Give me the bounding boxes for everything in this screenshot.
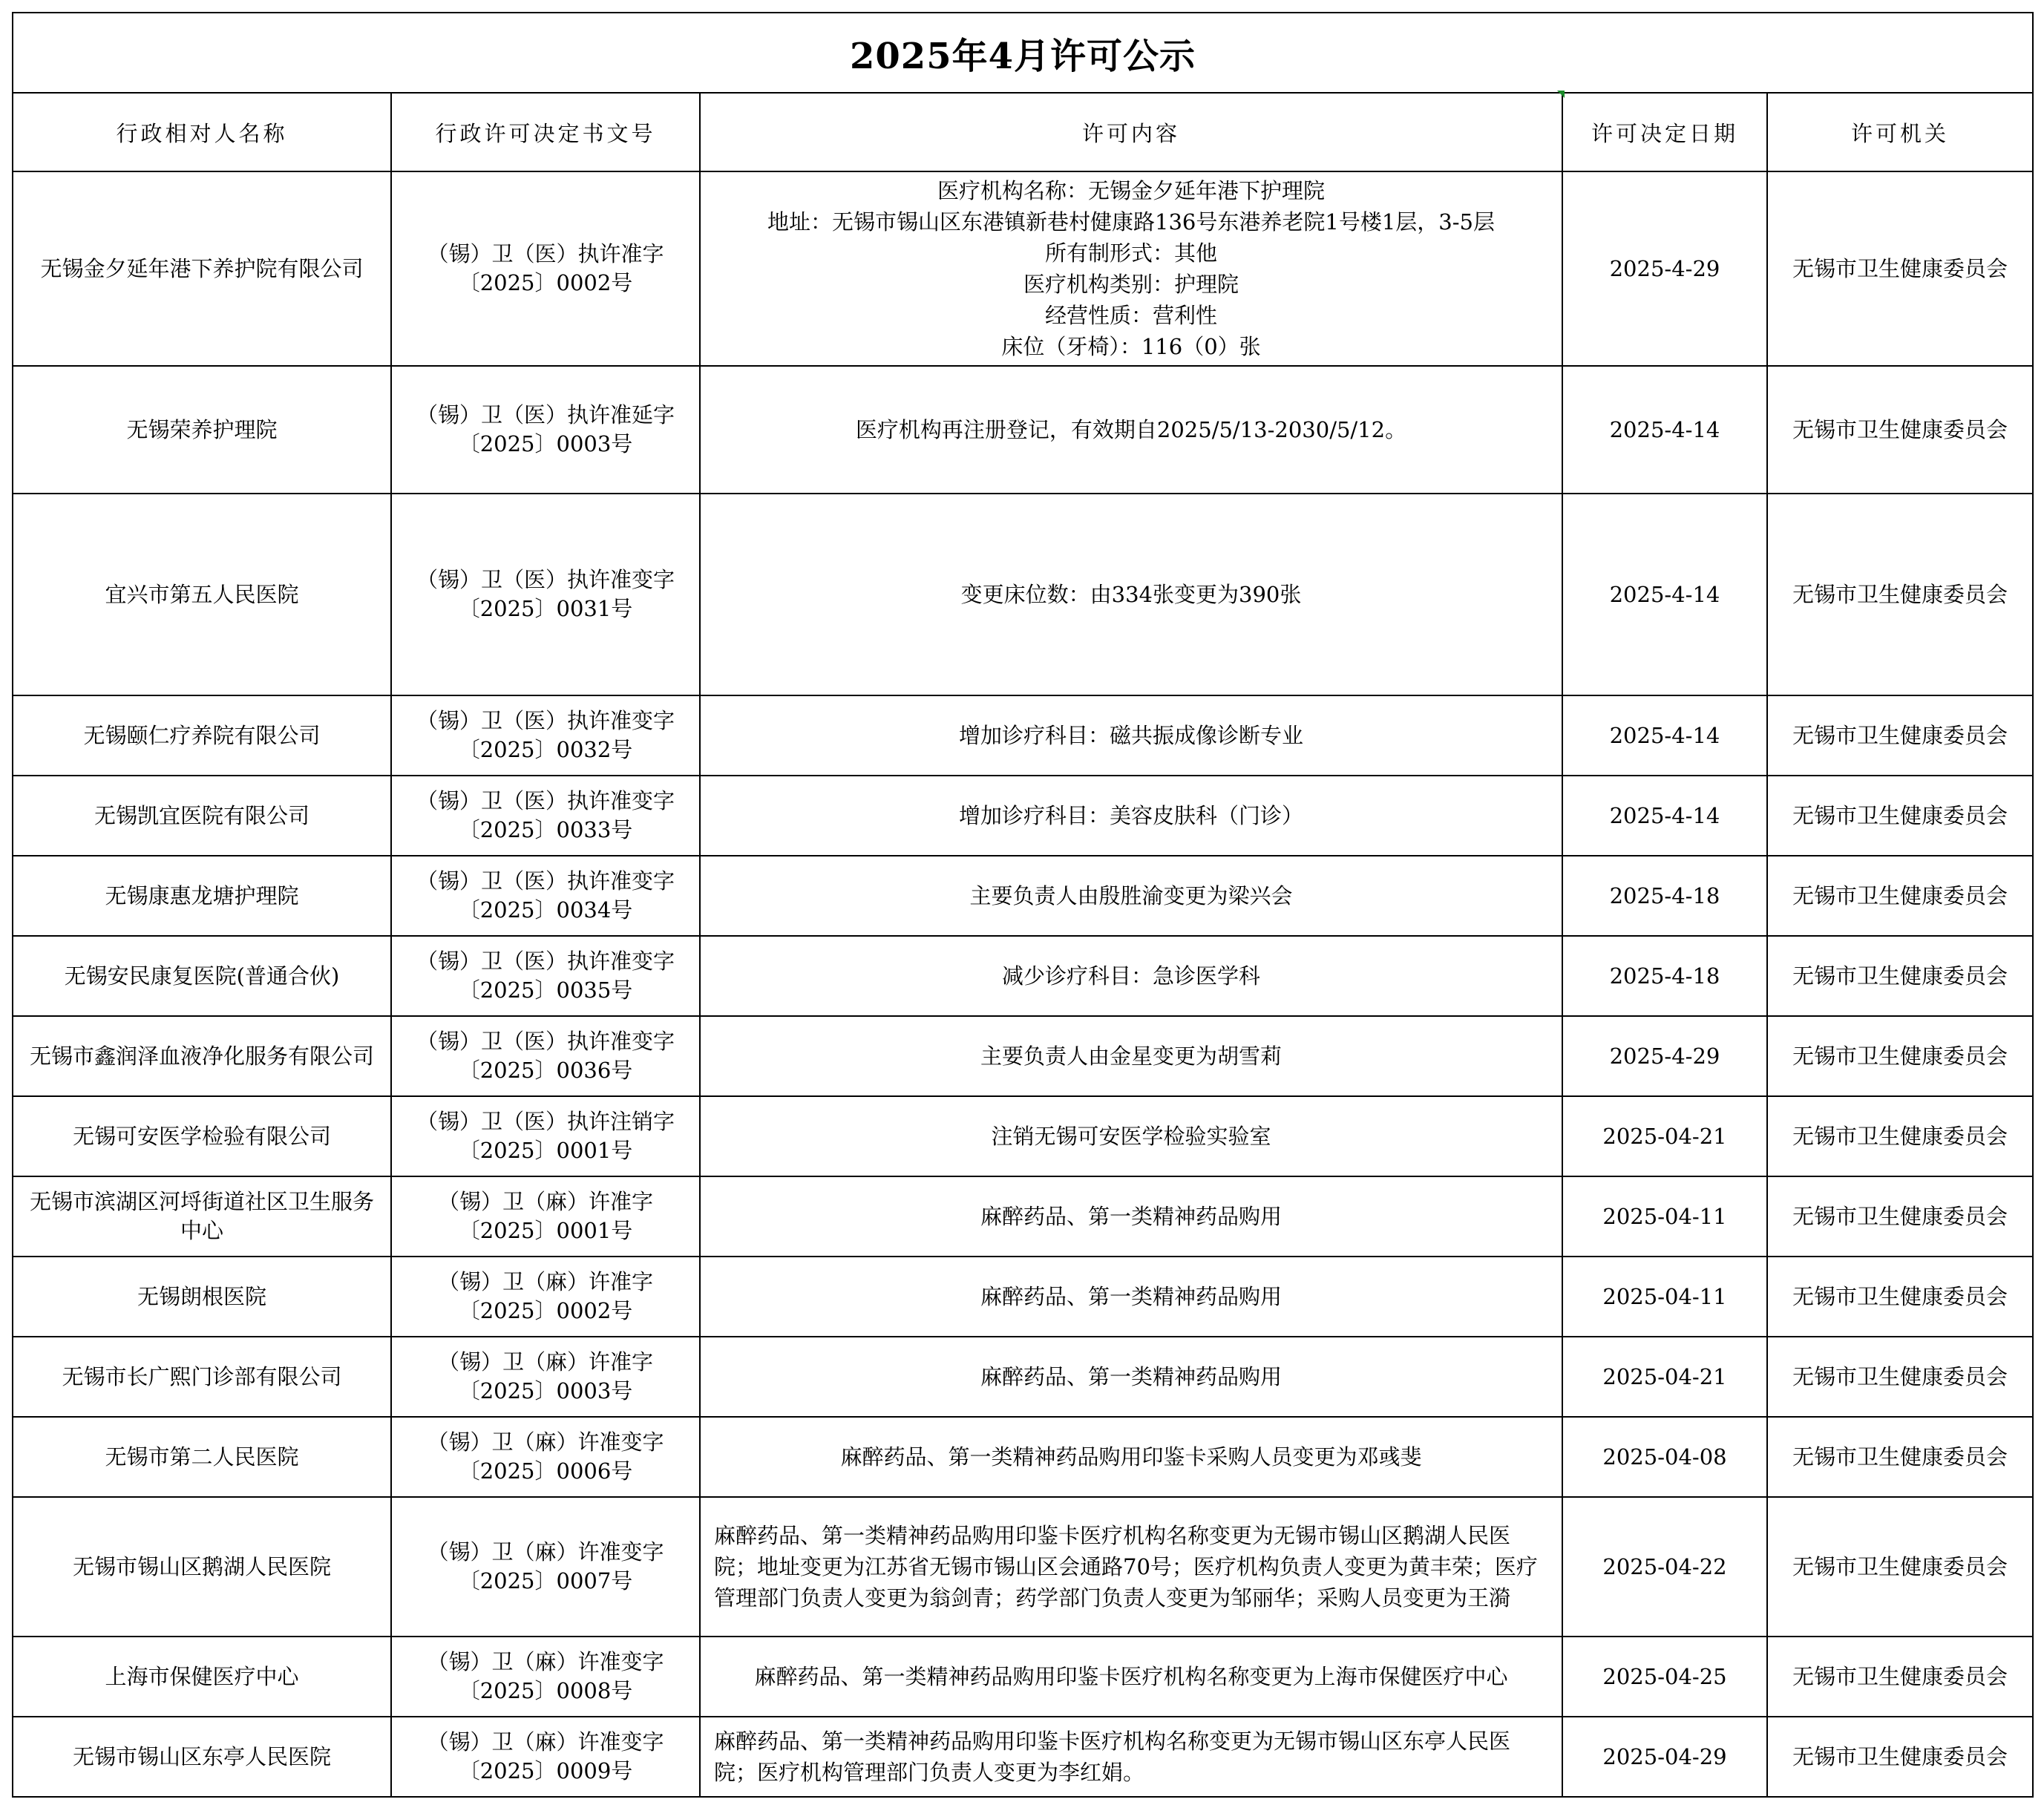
table-row	[13, 856, 2033, 936]
table-row	[13, 1257, 2033, 1337]
decision-date-cell: 2025-04-22	[1562, 1497, 1767, 1637]
permit-content-cell: 医疗机构再注册登记，有效期自2025/5/13-2030/5/12。	[700, 366, 1562, 494]
decision-date-cell: 2025-04-21	[1562, 1096, 1767, 1176]
permit-content-cell: 减少诊疗科目：急诊医学科	[700, 936, 1562, 1016]
header-authority: 许可机关	[1767, 93, 2033, 171]
table-row	[13, 1717, 2033, 1797]
decision-number-cell: （锡）卫（麻）许准字〔2025〕0002号	[391, 1257, 700, 1337]
permit-content-cell: 注销无锡可安医学检验实验室	[700, 1096, 1562, 1176]
party-name-cell: 无锡市长广熙门诊部有限公司	[13, 1337, 391, 1417]
table-row	[13, 1497, 2033, 1637]
decision-date-cell: 2025-04-25	[1562, 1637, 1767, 1717]
permit-content-cell: 增加诊疗科目：磁共振成像诊断专业	[700, 695, 1562, 776]
table-row	[13, 1417, 2033, 1497]
party-name-cell: 无锡可安医学检验有限公司	[13, 1096, 391, 1176]
permit-content-cell: 麻醉药品、第一类精神药品购用	[700, 1257, 1562, 1337]
party-name-cell: 无锡市锡山区鹅湖人民医院	[13, 1497, 391, 1637]
authority-cell: 无锡市卫生健康委员会	[1767, 1637, 2033, 1717]
authority-cell: 无锡市卫生健康委员会	[1767, 494, 2033, 695]
permit-content-cell: 主要负责人由殷胜渝变更为梁兴会	[700, 856, 1562, 936]
party-name-cell: 无锡市鑫润泽血液净化服务有限公司	[13, 1016, 391, 1096]
decision-date-cell: 2025-04-21	[1562, 1337, 1767, 1417]
permit-content-cell: 麻醉药品、第一类精神药品购用印鉴卡采购人员变更为邓彧斐	[700, 1417, 1562, 1497]
decision-number-cell: （锡）卫（医）执许准变字〔2025〕0035号	[391, 936, 700, 1016]
content-line: 地址：无锡市锡山区东港镇新巷村健康路136号东港养老院1号楼1层，3-5层	[767, 209, 1495, 235]
party-name-cell: 无锡康惠龙塘护理院	[13, 856, 391, 936]
header-decision-number: 行政许可决定书文号	[391, 93, 700, 171]
table-row	[13, 936, 2033, 1016]
permit-content-cell: 麻醉药品、第一类精神药品购用印鉴卡医疗机构名称变更为上海市保健医疗中心	[700, 1637, 1562, 1717]
permit-content-cell: 麻醉药品、第一类精神药品购用印鉴卡医疗机构名称变更为无锡市锡山区东亭人民医院；医疗机构管理部门负责人变更为李红娟。	[700, 1717, 1562, 1797]
party-name-cell: 无锡安民康复医院(普通合伙)	[13, 936, 391, 1016]
decision-date-cell: 2025-4-29	[1562, 171, 1767, 366]
party-name-cell: 无锡凯宜医院有限公司	[13, 776, 391, 856]
content-line: 床位（牙椅）：116（0）张	[1001, 334, 1261, 359]
party-name-cell: 无锡市锡山区东亭人民医院	[13, 1717, 391, 1797]
decision-date-cell: 2025-4-14	[1562, 695, 1767, 776]
permit-content-cell: 麻醉药品、第一类精神药品购用印鉴卡医疗机构名称变更为无锡市锡山区鹅湖人民医院；地址变更为江苏省无锡市锡山区会通路70号；医疗机构负责人变更为黄丰荣；医疗管理部门负责人变更为翁剑青；药学部门负责人变更为邹丽华；采购人员变更为王漪	[700, 1497, 1562, 1637]
table-row	[13, 1096, 2033, 1176]
cell-comment-marker	[1557, 91, 1565, 98]
permit-table	[12, 12, 2034, 1798]
permit-content-cell: 麻醉药品、第一类精神药品购用	[700, 1176, 1562, 1257]
authority-cell: 无锡市卫生健康委员会	[1767, 1257, 2033, 1337]
permit-content-cell: 变更床位数：由334张变更为390张	[700, 494, 1562, 695]
table-row	[13, 776, 2033, 856]
permit-content-cell: 麻醉药品、第一类精神药品购用	[700, 1337, 1562, 1417]
decision-date-cell: 2025-04-11	[1562, 1176, 1767, 1257]
table-row	[13, 494, 2033, 695]
table-row	[13, 366, 2033, 494]
content-line: 经营性质：营利性	[1044, 303, 1217, 328]
decision-date-cell: 2025-4-14	[1562, 494, 1767, 695]
table-row	[13, 695, 2033, 776]
authority-cell: 无锡市卫生健康委员会	[1767, 936, 2033, 1016]
party-name-cell: 上海市保健医疗中心	[13, 1637, 391, 1717]
authority-cell: 无锡市卫生健康委员会	[1767, 366, 2033, 494]
permit-content-cell: 增加诊疗科目：美容皮肤科（门诊）	[700, 776, 1562, 856]
decision-number-cell: （锡）卫（麻）许准字〔2025〕0003号	[391, 1337, 700, 1417]
authority-cell: 无锡市卫生健康委员会	[1767, 856, 2033, 936]
table-row	[13, 1637, 2033, 1717]
table-row	[13, 1176, 2033, 1257]
decision-number-cell: （锡）卫（医）执许准变字〔2025〕0036号	[391, 1016, 700, 1096]
authority-cell: 无锡市卫生健康委员会	[1767, 1176, 2033, 1257]
decision-number-cell: （锡）卫（麻）许准变字〔2025〕0009号	[391, 1717, 700, 1797]
authority-cell: 无锡市卫生健康委员会	[1767, 695, 2033, 776]
decision-date-cell: 2025-4-29	[1562, 1016, 1767, 1096]
authority-cell: 无锡市卫生健康委员会	[1767, 1417, 2033, 1497]
header-permit-content: 许可内容	[700, 93, 1562, 171]
decision-date-cell: 2025-4-18	[1562, 856, 1767, 936]
decision-number-cell: （锡）卫（医）执许准变字〔2025〕0032号	[391, 695, 700, 776]
decision-date-cell: 2025-4-14	[1562, 366, 1767, 494]
content-line: 医疗机构名称：无锡金夕延年港下护理院	[937, 178, 1325, 203]
decision-number-cell: （锡）卫（麻）许准变字〔2025〕0008号	[391, 1637, 700, 1717]
permit-content-cell	[700, 171, 1562, 366]
header-decision-date: 许可决定日期	[1562, 93, 1767, 171]
party-name-cell: 宜兴市第五人民医院	[13, 494, 391, 695]
party-name-cell: 无锡金夕延年港下养护院有限公司	[13, 171, 391, 366]
party-name-cell: 无锡市第二人民医院	[13, 1417, 391, 1497]
decision-number-cell: （锡）卫（麻）许准字〔2025〕0001号	[391, 1176, 700, 1257]
authority-cell: 无锡市卫生健康委员会	[1767, 171, 2033, 366]
party-name-cell: 无锡颐仁疗养院有限公司	[13, 695, 391, 776]
decision-number-cell: （锡）卫（医）执许准变字〔2025〕0031号	[391, 494, 700, 695]
authority-cell: 无锡市卫生健康委员会	[1767, 1497, 2033, 1637]
content-line: 医疗机构类别：护理院	[1023, 272, 1239, 297]
decision-number-cell: （锡）卫（医）执许准变字〔2025〕0034号	[391, 856, 700, 936]
table-row	[13, 1337, 2033, 1417]
decision-date-cell: 2025-04-08	[1562, 1417, 1767, 1497]
decision-date-cell: 2025-04-29	[1562, 1717, 1767, 1797]
decision-date-cell: 2025-4-14	[1562, 776, 1767, 856]
authority-cell: 无锡市卫生健康委员会	[1767, 1337, 2033, 1417]
decision-date-cell: 2025-04-11	[1562, 1257, 1767, 1337]
authority-cell: 无锡市卫生健康委员会	[1767, 1717, 2033, 1797]
decision-number-cell: （锡）卫（医）执许注销字〔2025〕0001号	[391, 1096, 700, 1176]
header-party-name: 行政相对人名称	[13, 93, 391, 171]
party-name-cell: 无锡市滨湖区河埒街道社区卫生服务中心	[13, 1176, 391, 1257]
page-title: 2025年4月许可公示	[13, 13, 2033, 93]
decision-number-cell: （锡）卫（麻）许准变字〔2025〕0006号	[391, 1417, 700, 1497]
permit-content-cell: 主要负责人由金星变更为胡雪莉	[700, 1016, 1562, 1096]
decision-number-cell: （锡）卫（医）执许准变字〔2025〕0033号	[391, 776, 700, 856]
decision-number-cell: （锡）卫（医）执许准字〔2025〕0002号	[391, 171, 700, 366]
decision-number-cell: （锡）卫（麻）许准变字〔2025〕0007号	[391, 1497, 700, 1637]
content-line: 所有制形式：其他	[1044, 240, 1217, 266]
decision-date-cell: 2025-4-18	[1562, 936, 1767, 1016]
party-name-cell: 无锡荣养护理院	[13, 366, 391, 494]
authority-cell: 无锡市卫生健康委员会	[1767, 1016, 2033, 1096]
decision-number-cell: （锡）卫（医）执许准延字〔2025〕0003号	[391, 366, 700, 494]
table-row	[13, 171, 2033, 366]
authority-cell: 无锡市卫生健康委员会	[1767, 776, 2033, 856]
authority-cell: 无锡市卫生健康委员会	[1767, 1096, 2033, 1176]
table-row	[13, 1016, 2033, 1096]
party-name-cell: 无锡朗根医院	[13, 1257, 391, 1337]
permit-sheet	[12, 12, 2032, 1793]
